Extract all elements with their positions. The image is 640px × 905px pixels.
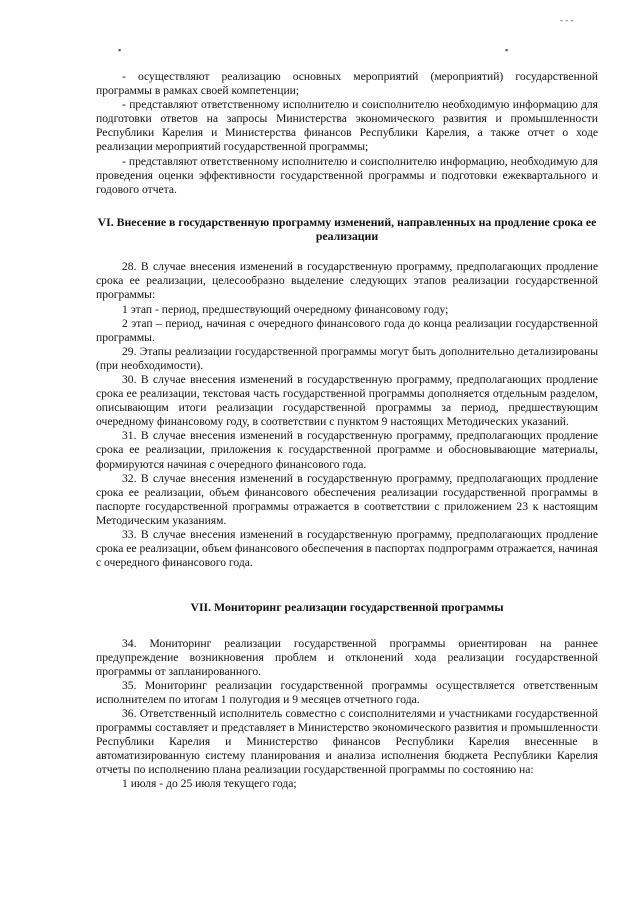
section-6-heading: VI. Внесение в государственную программу изменений, направленных на продление срока ее реализации xyxy=(97,214,597,244)
paragraph: 28. В случае внесения изменений в государственную программу, предполагающих продление срока ее реализации, целесообразно выделение следующих этапов реализации государственной программы: xyxy=(96,260,598,302)
scan-mark: ▪ xyxy=(118,45,122,55)
paragraph: 32. В случае внесения изменений в государственную программу, предполагающих продление срока ее реализации, объем финансового обеспечения реализации государственной программы в паспорте государственной программы отражается в соответствии с приложением 23 к настоящим Методическим указаниям. xyxy=(96,471,598,527)
section-7-heading: VII. Мониторинг реализации государственной программы xyxy=(190,600,504,615)
section-6-body xyxy=(96,260,598,570)
paragraph: 33. В случае внесения изменений в государственную программу, предполагающих продление срока ее реализации, объем финансового обеспечения в паспортах подпрограмм отражается, начиная с очередного финансового года. xyxy=(96,528,598,570)
paragraph: 31. В случае внесения изменений в государственную программу, предполагающих продление срока ее реализации, приложения к государственной программе и обосновывающие материалы, формируются начиная с очередного финансового года. xyxy=(96,429,598,471)
paragraph: 30. В случае внесения изменений в государственную программу, предполагающих продление срока ее реализации, текстовая часть государственной программы дополняется отдельным разделом, описывающим итоги реализации государственной программы за период, предшествующим очередному финансовому году, в соответствии с пунктом 9 настоящих Методических указаний. xyxy=(96,373,598,429)
duty-item: - осуществляют реализацию основных мероприятий (мероприятий) государственной программы в рамках своей компетенции; xyxy=(96,70,598,98)
paragraph: 1 июля - до 25 июля текущего года; xyxy=(122,777,297,791)
section-7-body xyxy=(96,637,598,792)
scan-mark: ▪ xyxy=(505,45,509,55)
duty-item: - представляют ответственному исполнителю и соисполнителю информацию, необходимую для проведения оценки эффективности государственной программы и подготовки ежеквартального и годового отчета. xyxy=(96,154,598,196)
duty-item: - представляют ответственному исполнителю и соисполнителю необходимую информацию для подготовки ответов на запросы Министерства экономического развития и промышленности Республики Карелия и Министерства финансов Республики Карелия, а также отчет о ходе реализации мероприятий государственной программы; xyxy=(96,98,598,154)
paragraph: 35. Мониторинг реализации государственной программы осуществляется ответственным исполнителем по итогам 1 полугодия и 9 месяцев отчетного года. xyxy=(96,678,598,706)
paragraph: 29. Этапы реализации государственной программы могут быть дополнительно детализированы (при необходимости). xyxy=(96,344,598,372)
paragraph: 34. Мониторинг реализации государственной программы ориентирован на раннее предупреждение возникновения проблем и отклонений хода реализации государственной программы от запланированного. xyxy=(96,636,598,678)
paragraph: 2 этап – период, начиная с очередного финансового года до конца реализации государственной программы. xyxy=(96,316,598,344)
paragraph: 36. Ответственный исполнитель совместно с соисполнителями и участниками государственной программы составляет и представляет в Министерство экономического развития и промышленности Республики Карелия и Министерство финансов Республики Карелия внесенные в автоматизированную систему планирования и анализа исполнения бюджета Республики Карелия отчеты по исполнению плана реализации государственной программы по состоянию на: xyxy=(96,706,598,777)
scan-mark: - - - xyxy=(560,15,574,25)
paragraph: 1 этап - период, предшествующий очередному финансовому году; xyxy=(122,302,449,316)
duties-list xyxy=(96,70,598,197)
